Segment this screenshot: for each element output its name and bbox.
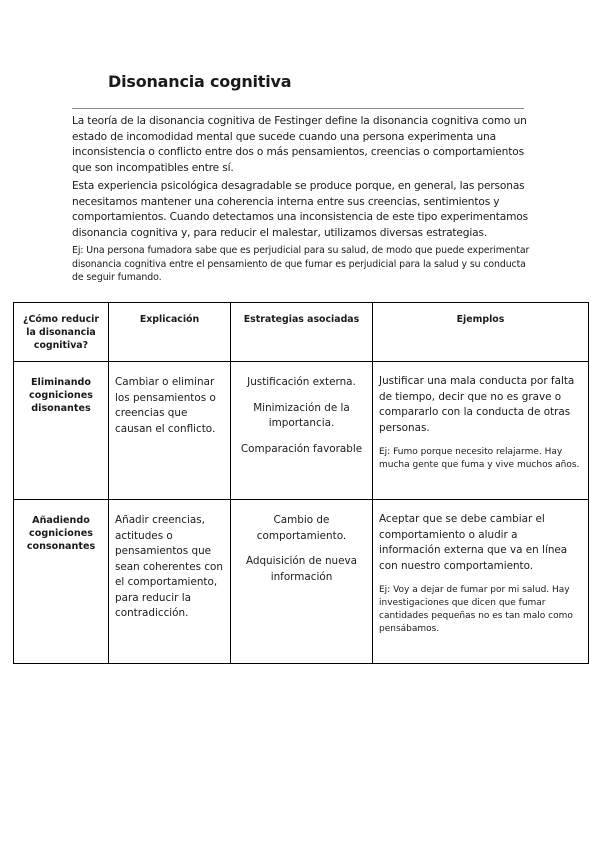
title-divider [72,108,524,109]
header-explanation: Explicación [109,303,231,362]
row-explanation: Añadir creencias, actitudes o pensamientos que sean coherentes con el comportamiento, para reducir la contradicción. [109,500,231,664]
row-examples [373,362,589,500]
row-method: Eliminando cogniciones disonantes [14,362,109,500]
row-strategies [231,500,373,664]
example-detail: Ej: Voy a dejar de fumar por mi salud. Hay investigaciones que dicen que fumar cantidades pequeñas no es tan malo como pensábamos. [379,585,573,634]
strategies-table [13,302,589,664]
header-examples: Ejemplos [373,303,589,362]
row-strategies [231,362,373,500]
intro-section [72,114,532,288]
page-title: Disonancia cognitiva [108,72,292,91]
strategy-item: Justificación externa. [247,376,356,388]
example-detail: Ej: Fumo porque necesito relajarme. Hay mucha gente que fuma y vive muchos años. [379,447,580,470]
strategy-item: Minimización de la importancia. [253,401,350,429]
header-strategies: Estrategias asociadas [231,303,373,362]
row-method: Añadiendo cogniciones consonantes [14,500,109,664]
table-row [14,362,589,500]
intro-paragraph-1: La teoría de la disonancia cognitiva de Festinger define la disonancia cognitiva como un estado de incomodidad mental que sucede cuando una persona experimenta una inconsistencia o conflicto entre dos o más pensamientos, creencias o comportamientos que son incompatibles entre sí. [72,115,527,174]
table-row [14,500,589,664]
strategy-item: Comparación favorable [240,442,363,455]
row-examples [373,500,589,664]
header-method: ¿Cómo reducir la disonancia cognitiva? [14,303,109,362]
example-main: Justificar una mala conducta por falta de tiempo, decir que no es grave o compararlo con la conducta de otras personas. [379,375,575,434]
strategy-item: Cambio de comportamiento. [256,514,347,542]
intro-example: Ej: Una persona fumadora sabe que es perjudicial para su salud, de modo que puede experimentar disonancia cognitiva entre el pensamiento de que fumar es perjudicial para la salud y su conducta de seguir fumando. [72,245,530,283]
example-main: Aceptar que se debe cambiar el comportamiento o aludir a información externa que va en línea con nuestro comportamiento. [379,513,568,572]
row-explanation: Cambiar o eliminar los pensamientos o creencias que causan el conflicto. [109,362,231,500]
table-header-row [14,303,589,362]
strategy-item: Adquisición de nueva información [245,555,358,583]
intro-paragraph-2: Esta experiencia psicológica desagradable se produce porque, en general, las personas necesitamos mantener una coherencia interna entre sus creencias, sentimientos y comportamientos. Cuando detectamos una inconsistencia de este tipo experimentamos disonancia cognitiva y, para reducir el malestar, utilizamos diversas estrategias. [72,180,529,239]
